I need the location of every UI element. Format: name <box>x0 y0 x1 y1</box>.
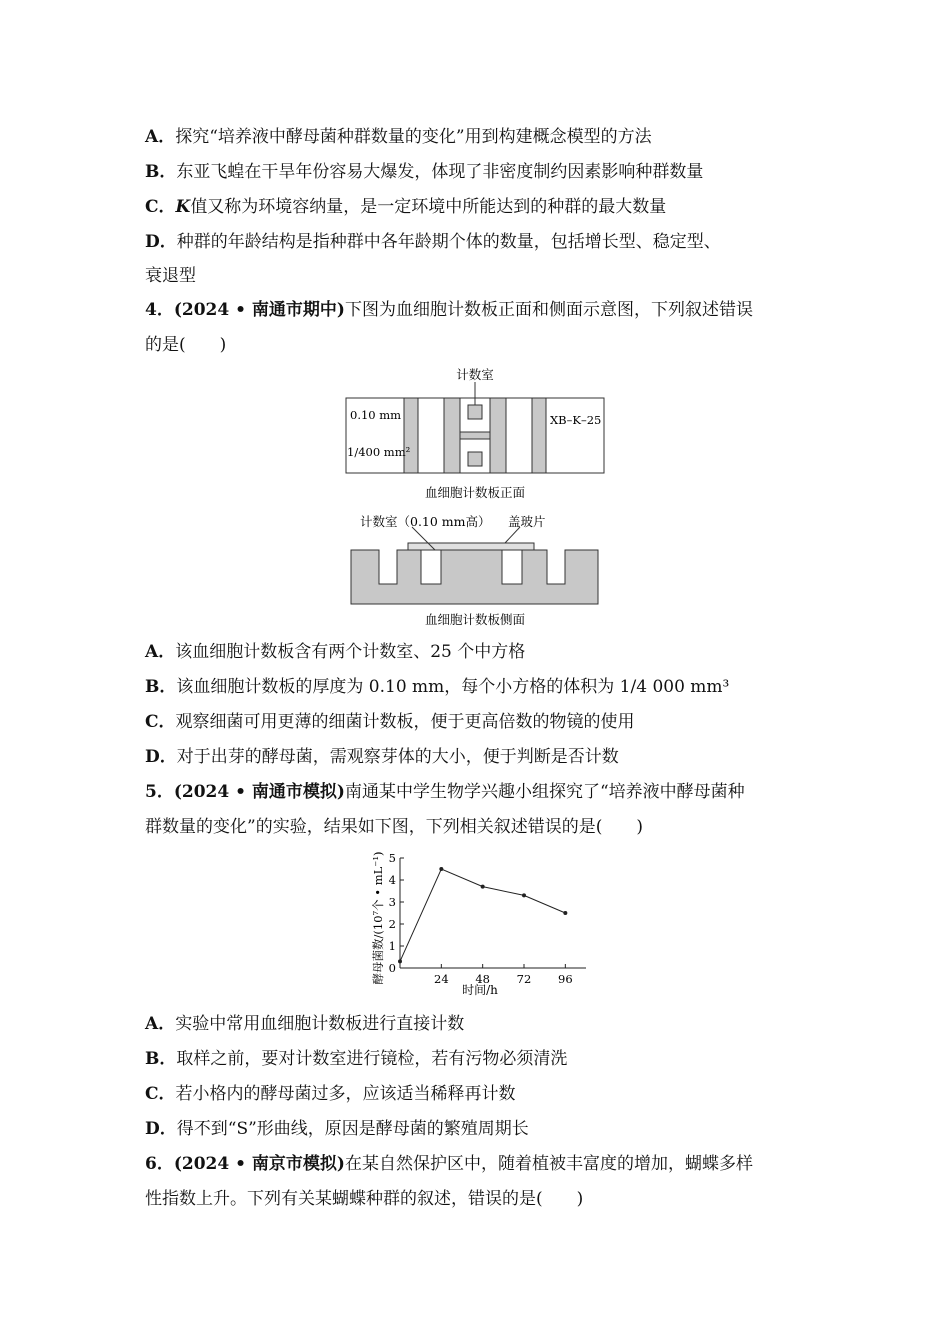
chamber-front-view <box>346 382 604 473</box>
q3-option-d: D．种群的年龄结构是指种群中各年龄期个体的数量，包括增长型、稳定型、 <box>145 232 721 252</box>
yeast-chart <box>360 848 600 998</box>
q5-stem-cont: 群数量的变化”的实验，结果如下图，下列相关叙述错误的是( ) <box>145 817 643 837</box>
q4-option-c: C．观察细菌可用更薄的细菌计数板，便于更高倍数的物镜的使用 <box>145 712 635 732</box>
data-point <box>398 959 402 963</box>
depth-label: 0.10 mm <box>350 408 402 422</box>
q3-option-b: B．东亚飞蝗在干旱年份容易大爆发，体现了非密度制约因素影响种群数量 <box>145 162 704 182</box>
q5-option-d: D．得不到“S”形曲线，原因是酵母菌的繁殖周期长 <box>145 1119 529 1139</box>
q6-stem: 6．(2024 • 南京市模拟)在某自然保护区中，随着植被丰富度的增加，蝴蝶多样 <box>145 1154 753 1174</box>
y-tick-label: 3 <box>388 895 396 909</box>
series-line <box>400 869 565 961</box>
q3-option-d-cont: 衰退型 <box>145 266 196 286</box>
q4-option-d: D．对于出芽的酵母菌，需观察芽体的大小，便于判断是否计数 <box>145 747 619 767</box>
q4-stem: 4．(2024 • 南通市期中)下图为血细胞计数板正面和侧面示意图，下列叙述错误 <box>145 300 753 320</box>
side-chamber-label: 计数室（0.10 mm高） <box>360 514 491 529</box>
yeast-chart-svg <box>360 848 600 998</box>
y-tick-label: 4 <box>388 873 396 887</box>
y-tick-label: 1 <box>388 939 396 953</box>
side-caption: 血细胞计数板侧面 <box>424 612 526 627</box>
q5-option-a: A．实验中常用血细胞计数板进行直接计数 <box>145 1014 465 1034</box>
q5-option-c: C．若小格内的酵母菌过多，应该适当稀释再计数 <box>145 1084 516 1104</box>
chamber-side-view <box>351 527 598 604</box>
area-label: 1/400 mm² <box>347 445 411 459</box>
y-tick-label: 2 <box>388 917 396 931</box>
q3-option-c: C．K值又称为环境容纳量，是一定环境中所能达到的种群的最大数量 <box>145 197 667 217</box>
y-tick-label: 0 <box>388 961 396 975</box>
q3-option-a: A．探究“培养液中酵母菌种群数量的变化”用到构建概念模型的方法 <box>145 127 652 147</box>
data-point <box>522 893 526 897</box>
cover-glass-label: 盖玻片 <box>508 514 546 529</box>
x-tick-label: 72 <box>516 972 532 986</box>
q6-stem-cont: 性指数上升。下列有关某蝴蝶种群的叙述，错误的是( ) <box>145 1189 584 1209</box>
q4-option-b: B．该血细胞计数板的厚度为 0.10 mm，每个小方格的体积为 1/4 000 mm³ <box>145 677 730 697</box>
x-tick-label: 96 <box>558 972 573 986</box>
q5-stem: 5．(2024 • 南通市模拟)南通某中学生物学兴趣小组探究了“培养液中酵母菌种 <box>145 782 745 802</box>
y-axis-label: 酵母菌数/(10⁷个 • mL⁻¹) <box>371 851 385 985</box>
counting-chamber-figure <box>340 362 610 632</box>
y-tick-label: 5 <box>388 851 396 865</box>
data-point <box>481 885 485 889</box>
q4-option-a: A．该血细胞计数板含有两个计数室、25 个中方格 <box>145 642 526 662</box>
q5-option-b: B．取样之前，要对计数室进行镜检，若有污物必须清洗 <box>145 1049 568 1069</box>
counting-chamber-diagram <box>340 362 610 632</box>
q4-stem-cont: 的是( ) <box>145 335 227 355</box>
x-tick-label: 24 <box>434 972 449 986</box>
data-point <box>563 911 567 915</box>
front-caption: 血细胞计数板正面 <box>424 485 526 500</box>
x-axis-label: 时间/h <box>462 983 498 997</box>
chamber-label: 计数室 <box>456 367 494 382</box>
x-tick-label: 48 <box>475 972 490 986</box>
data-point <box>439 867 443 871</box>
model-label: XB–K–25 <box>550 413 602 427</box>
